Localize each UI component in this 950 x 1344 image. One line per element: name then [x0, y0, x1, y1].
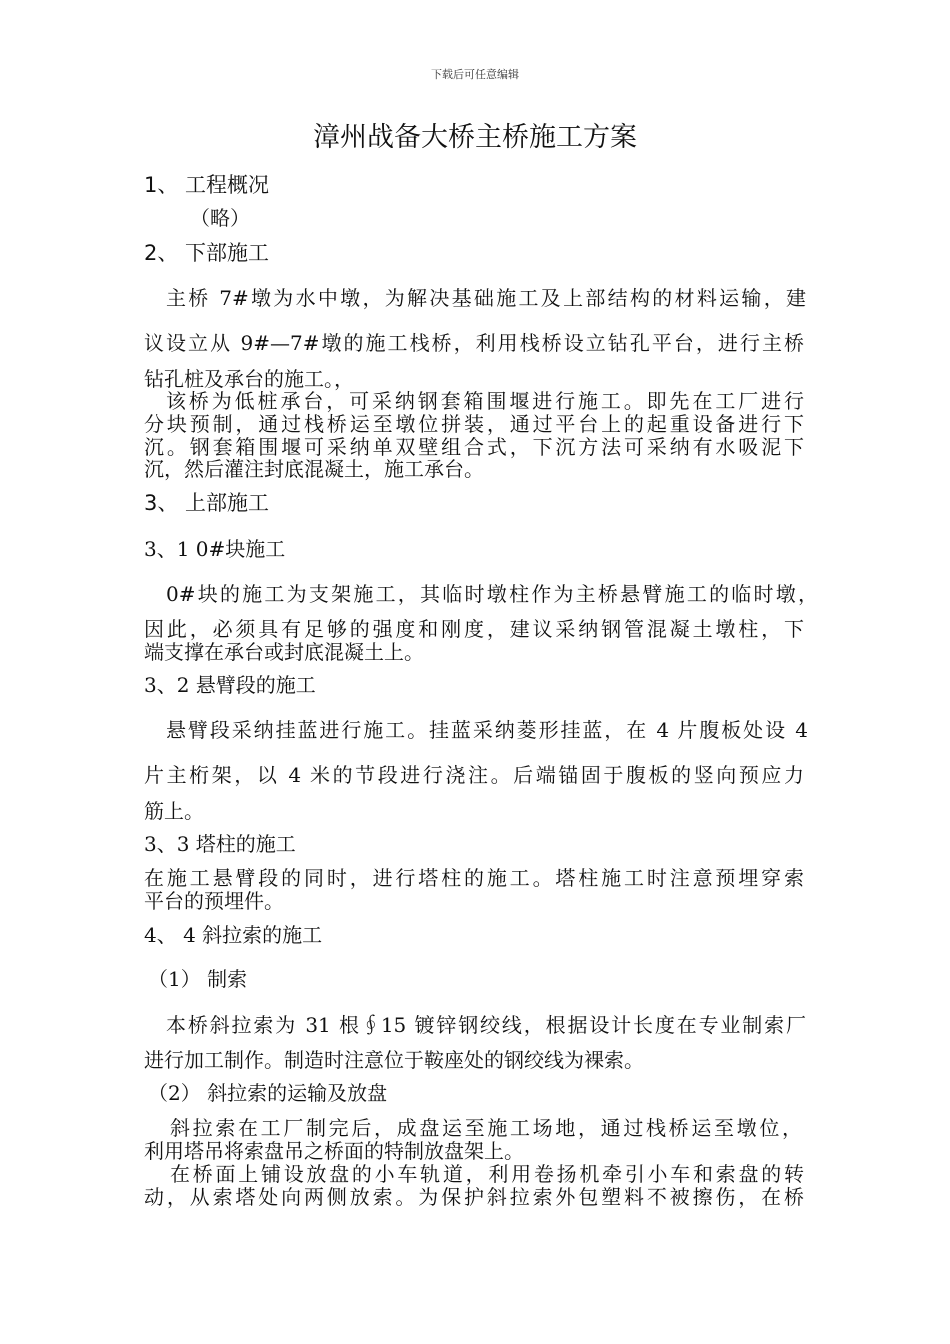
paragraph-line: 斜拉索在工厂制完后，成盘运至施工场地，通过栈桥运至墩位， [170, 1116, 802, 1140]
section-3-2-heading: 3、2 悬臂段的施工 [144, 673, 316, 697]
paragraph-line: 因此，必须具有足够的强度和刚度，建议采纳钢管混凝土墩柱，下 [144, 617, 804, 641]
section-2-heading: 2、 下部施工 [144, 241, 270, 265]
paragraph-line: 该桥为低桩承台，可采纳钢套箱围堰进行施工。即先在工厂进行 [166, 389, 804, 413]
section-3-3-heading: 3、3 塔柱的施工 [144, 832, 296, 856]
paragraph-line: 平台的预埋件。 [144, 889, 284, 913]
paragraph-line: 悬臂段采纳挂蓝进行施工。挂蓝采纳菱形挂蓝，在 4 片腹板处设 4 [166, 718, 808, 742]
paragraph-line: 沉。钢套箱围堰可采纳单双壁组合式，下沉方法可采纳有水吸泥下 [144, 435, 804, 459]
section-4-2-heading: （2） 斜拉索的运输及放盘 [148, 1081, 388, 1105]
paragraph-line: 钻孔桩及承台的施工。， [144, 367, 354, 391]
paragraph-line: 主桥 7#墩为水中墩，为解决基础施工及上部结构的材料运输，建 [166, 286, 806, 310]
document-title: 漳州战备大桥主桥施工方案 [313, 122, 637, 153]
paragraph-line: 端支撑在承台或封底混凝土上。 [144, 640, 424, 664]
paragraph-line: 0#块的施工为支架施工，其临时墩柱作为主桥悬臂施工的临时墩， [166, 582, 818, 606]
section-1-heading: 1、 工程概况 [144, 173, 270, 197]
paragraph-line: 在桥面上铺设放盘的小车轨道，利用卷扬机牵引小车和索盘的转 [170, 1162, 804, 1186]
paragraph-line: 筋上。 [144, 799, 204, 823]
paragraph-line: 分块预制，通过栈桥运至墩位拼装，通过平台上的起重设备进行下 [144, 412, 804, 436]
section-1-note: （略） [190, 206, 250, 230]
paragraph-line: 本桥斜拉索为 31 根∮15 镀锌钢绞线，根据设计长度在专业制索厂 [166, 1013, 806, 1037]
paragraph-line: 利用塔吊将索盘吊之桥面的特制放盘架上。 [144, 1139, 524, 1163]
paragraph-line: 在施工悬臂段的同时，进行塔柱的施工。塔柱施工时注意预埋穿索 [144, 866, 804, 890]
paragraph-line: 沉，然后灌注封底混凝土，施工承台。 [144, 457, 484, 481]
paragraph-line: 动，从索塔处向两侧放索。为保护斜拉索外包塑料不被擦伤，在桥 [144, 1185, 804, 1209]
section-4-1-heading: （1） 制索 [148, 967, 248, 991]
paragraph-line: 片主桁架，以 4 米的节段进行浇注。后端锚固于腹板的竖向预应力 [144, 763, 804, 787]
paragraph-line: 进行加工制作。制造时注意位于鞍座处的钢绞线为裸索。 [144, 1048, 644, 1072]
section-4-heading: 4、 4 斜拉索的施工 [144, 923, 323, 947]
section-3-1-heading: 3、1 0#块施工 [144, 537, 286, 561]
header-note: 下载后可任意编辑 [431, 68, 519, 81]
section-3-heading: 3、 上部施工 [144, 491, 270, 515]
paragraph-line: 议设立从 9#—7#墩的施工栈桥，利用栈桥设立钻孔平台，进行主桥 [144, 331, 804, 355]
